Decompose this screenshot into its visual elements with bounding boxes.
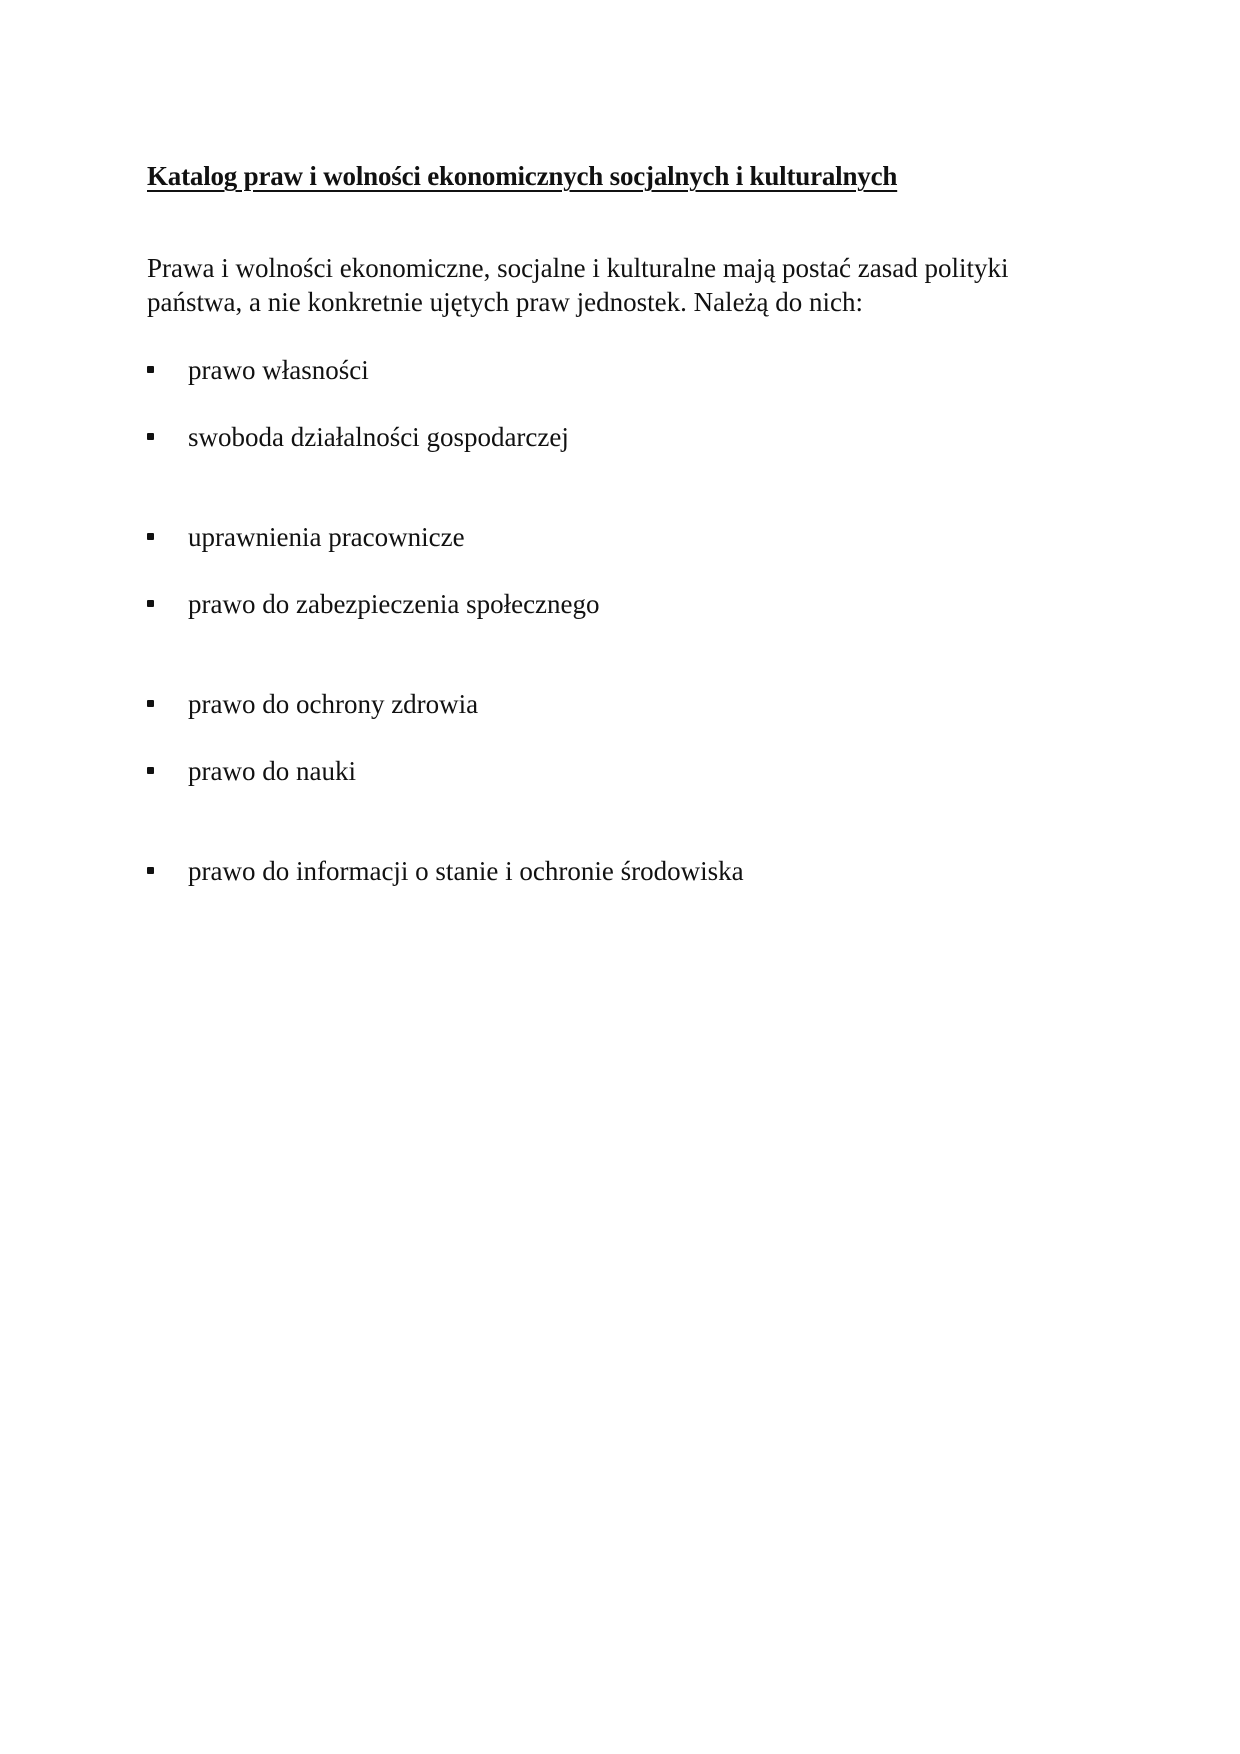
document-title: Katalog praw i wolności ekonomicznych socjalnych i kulturalnych (147, 161, 898, 191)
intro-paragraph (147, 251, 1117, 319)
intro-line: państwa, a nie konkretnie ujętych praw jednostek. Należą do nich: (147, 287, 864, 317)
list-item-text: prawo do informacji o stanie i ochronie środowiska (188, 856, 744, 886)
bullet-icon (147, 767, 154, 774)
list-item-text: uprawnienia pracownicze (188, 522, 465, 552)
bullet-icon (147, 600, 154, 607)
list-item-text: prawo własności (188, 355, 369, 385)
list-item-text: prawo do ochrony zdrowia (188, 689, 479, 719)
list-item-text: swoboda działalności gospodarczej (188, 422, 569, 452)
bullet-icon (147, 867, 154, 874)
intro-line: Prawa i wolności ekonomiczne, socjalne i kulturalne mają postać zasad polityki (147, 253, 1009, 283)
bullet-icon (147, 433, 154, 440)
list-item-text: prawo do zabezpieczenia społecznego (188, 589, 600, 619)
list-item-text: prawo do nauki (188, 756, 356, 786)
bullet-icon (147, 366, 154, 373)
bullet-icon (147, 700, 154, 707)
bullet-icon (147, 533, 154, 540)
